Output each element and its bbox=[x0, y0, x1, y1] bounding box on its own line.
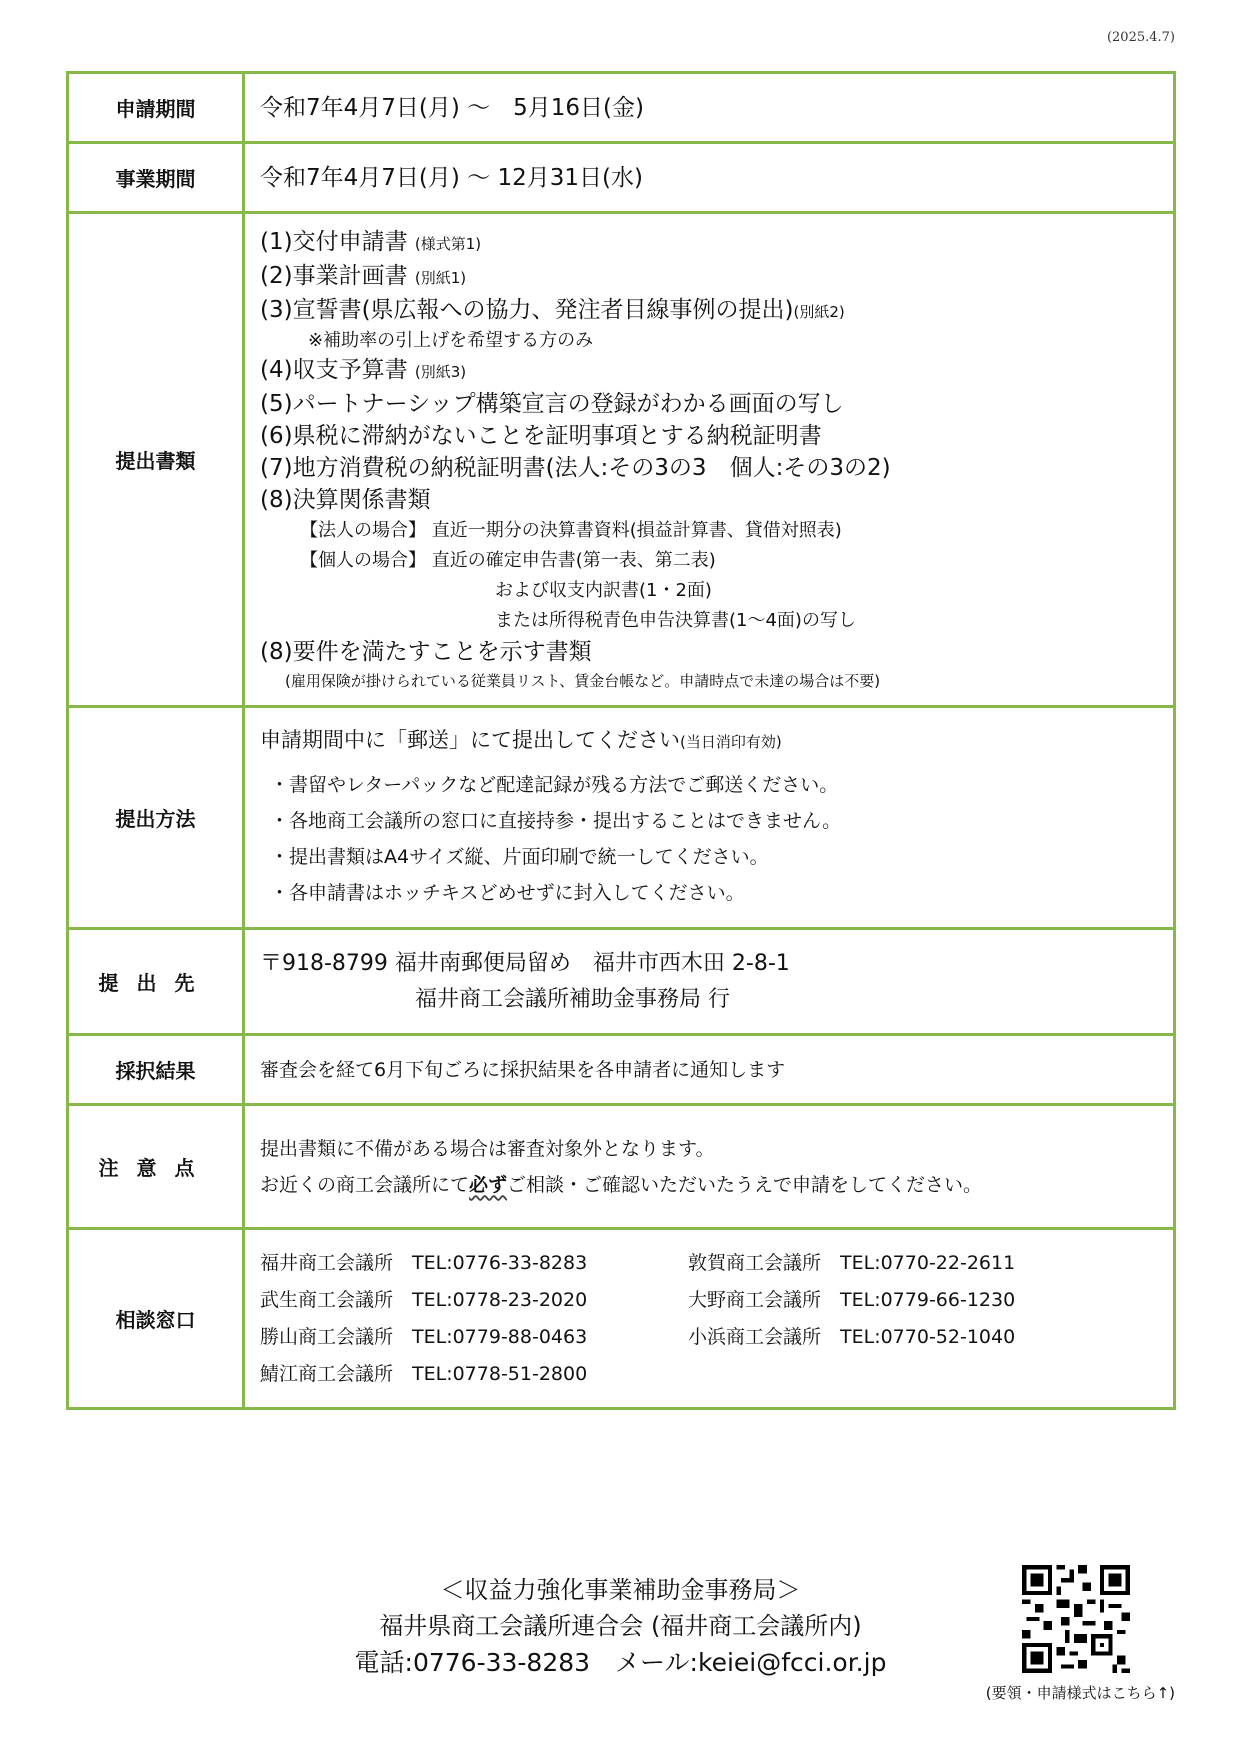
row-method bbox=[68, 707, 1175, 929]
document-date: (2025.4.7) bbox=[1106, 30, 1175, 45]
contact-item: 勝山商工会議所 TEL:0779-88-0463 bbox=[260, 1325, 588, 1348]
doc-item-8: (8)決算関係書類 bbox=[260, 486, 431, 513]
doc-item-8-indiv: 【個人の場合】 直近の確定申告書(第一表、第二表) bbox=[300, 549, 716, 571]
footer-org: 福井県商工会議所連合会 (福井商工会議所内) bbox=[379, 1612, 862, 1640]
value-notes bbox=[244, 1105, 1175, 1229]
destination-line-1: 〒918-8799 福井南郵便局留め 福井市西木田 2-8-1 bbox=[260, 950, 790, 976]
method-lead: 申請期間中に「郵送」にて提出してください bbox=[260, 727, 680, 752]
doc-item-6: (6)県税に滞納がないことを証明事項とする納税証明書 bbox=[260, 422, 822, 449]
doc-item-9: (8)要件を満たすことを示す書類 bbox=[260, 638, 592, 665]
doc-item-8-corp: 【法人の場合】 直近一期分の決算書資料(損益計算書、貸借対照表) bbox=[300, 519, 842, 541]
label-notes: 注意点 bbox=[68, 1105, 244, 1229]
contact-item: 福井商工会議所 TEL:0776-33-8283 bbox=[260, 1251, 588, 1274]
doc-item-2: (2)事業計画書 bbox=[260, 262, 408, 289]
doc-item-3-note: (別紙2) bbox=[793, 302, 845, 321]
method-bullet-1: ・書留やレターパックなど配達記録が残る方法でご郵送ください。 bbox=[270, 773, 839, 796]
contact-item: 武生商工会議所 TEL:0778-23-2020 bbox=[260, 1288, 588, 1311]
doc-item-1: (1)交付申請書 bbox=[260, 228, 408, 255]
doc-item-5: (5)パートナーシップ構築宣言の登録がわかる画面の写し bbox=[260, 390, 844, 417]
doc-item-4-note: (別紙3) bbox=[414, 362, 467, 381]
notes-line-2c: ご相談・ご確認いただいたうえで申請をしてください。 bbox=[507, 1173, 983, 1196]
row-result bbox=[68, 1035, 1175, 1105]
notes-line-1: 提出書類に不備がある場合は審査対象外となります。 bbox=[260, 1137, 715, 1160]
label-contact: 相談窓口 bbox=[68, 1229, 244, 1409]
value-application-period: 令和7年4月7日(月) ～ 5月16日(金) bbox=[244, 73, 1175, 143]
method-bullet-4: ・各申請書はホッチキスどめせずに封入してください。 bbox=[270, 881, 745, 904]
value-documents bbox=[244, 213, 1175, 707]
notes-emphasis: 必ず bbox=[469, 1173, 508, 1196]
doc-item-3-sub: ※補助率の引上げを希望する方のみ bbox=[308, 329, 594, 351]
doc-item-4: (4)収支予算書 bbox=[260, 356, 408, 383]
label-application-period: 申請期間 bbox=[68, 73, 244, 143]
row-project-period bbox=[68, 143, 1175, 213]
contact-item: 敦賀商工会議所 TEL:0770-22-2611 bbox=[688, 1251, 1016, 1274]
row-destination bbox=[68, 929, 1175, 1035]
footer-contact: 電話:0776-33-8283 メール:keiei@fcci.or.jp bbox=[354, 1648, 887, 1677]
row-contact bbox=[68, 1229, 1175, 1409]
doc-item-7: (7)地方消費税の納税証明書(法人:その3の3 個人:その3の2) bbox=[260, 454, 891, 481]
qr-caption: (要領・申請様式はこちら↑) bbox=[985, 1684, 1175, 1702]
doc-item-2-note: (別紙1) bbox=[414, 268, 467, 287]
value-result: 審査会を経て6月下旬ごろに採択結果を各申請者に通知します bbox=[244, 1035, 1175, 1105]
method-bullet-2: ・各地商工会議所の窓口に直接持参・提出することはできません。 bbox=[270, 809, 842, 832]
destination-line-2: 福井商工会議所補助金事務局 行 bbox=[415, 986, 730, 1012]
label-project-period: 事業期間 bbox=[68, 143, 244, 213]
doc-item-9-sub: (雇用保険が掛けられている従業員リスト、賃金台帳など。申請時点で未達の場合は不要) bbox=[285, 671, 881, 690]
value-method bbox=[244, 707, 1175, 929]
label-documents: 提出書類 bbox=[68, 213, 244, 707]
info-table bbox=[66, 71, 1176, 1410]
value-contact bbox=[244, 1229, 1175, 1409]
contact-item: 鯖江商工会議所 TEL:0778-51-2800 bbox=[260, 1362, 588, 1385]
label-method: 提出方法 bbox=[68, 707, 244, 929]
row-documents bbox=[68, 213, 1175, 707]
doc-item-1-note: (様式第1) bbox=[414, 234, 482, 253]
label-destination: 提出先 bbox=[68, 929, 244, 1035]
contact-item: 小浜商工会議所 TEL:0770-52-1040 bbox=[688, 1325, 1016, 1348]
qr-code-icon[interactable] bbox=[1022, 1565, 1130, 1673]
method-lead-note: (当日消印有効) bbox=[680, 732, 782, 751]
label-result: 採択結果 bbox=[68, 1035, 244, 1105]
doc-item-3: (3)宣誓書(県広報への協力、発注者目線事例の提出) bbox=[260, 296, 794, 323]
row-notes bbox=[68, 1105, 1175, 1229]
value-project-period: 令和7年4月7日(月) ～ 12月31日(水) bbox=[244, 143, 1175, 213]
method-bullet-3: ・提出書類はA4サイズ縦、片面印刷で統一してください。 bbox=[270, 845, 769, 868]
doc-item-8-indiv-2: および収支内訳書(1・2面) bbox=[495, 579, 712, 601]
contact-item: 大野商工会議所 TEL:0779-66-1230 bbox=[688, 1288, 1016, 1311]
contact-list bbox=[260, 1247, 1173, 1391]
footer-office: ＜収益力強化事業補助金事務局＞ bbox=[440, 1576, 801, 1604]
row-application-period bbox=[68, 73, 1175, 143]
value-destination bbox=[244, 929, 1175, 1035]
doc-item-8-indiv-3: または所得税青色申告決算書(1～4面)の写し bbox=[495, 609, 856, 631]
notes-line-2a: お近くの商工会議所にて bbox=[260, 1173, 470, 1196]
